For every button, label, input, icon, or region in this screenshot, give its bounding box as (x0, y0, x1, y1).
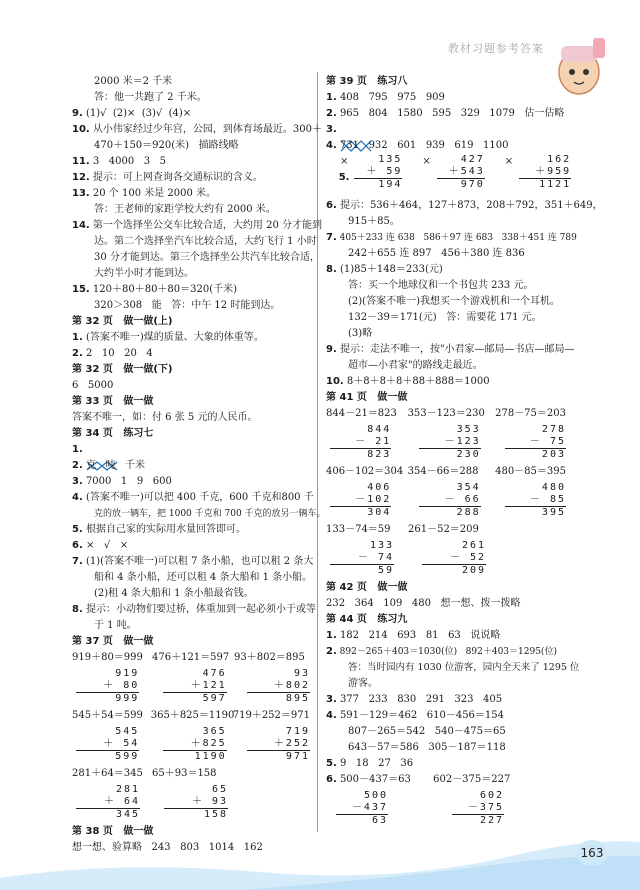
question-number: 12. (72, 172, 90, 183)
vertical-calculation: 476 ＋121 597 (163, 668, 226, 708)
question-number: 5. (72, 524, 83, 535)
question-number: 7. (326, 232, 337, 243)
equation: 545＋54＝599 (72, 710, 143, 721)
question-number: 1. (326, 630, 337, 641)
section-heading: 第 42 页 做一做 (326, 582, 408, 593)
vertical-calc-row (76, 726, 310, 766)
right-column (326, 74, 603, 830)
vertical-calc-row (76, 784, 310, 824)
answer-text: 408 795 975 909 (336, 92, 445, 103)
equation: 919＋80＝999 (72, 652, 143, 663)
vertical-calculation: 500 －437 63 (336, 790, 388, 830)
question-number: 8. (326, 264, 337, 275)
equation: 353－123＝230 (407, 408, 485, 419)
question-number: 5. (338, 172, 350, 183)
vertical-calculation: 261 － 52 209 (422, 540, 486, 580)
question-number: 14. (72, 220, 90, 231)
text-line: 答：王老师的家距学校大约有 2000 米。 (94, 204, 276, 215)
question-number: 3. (326, 694, 337, 705)
text-line: 30 分才能到达。第三个选择坐公共汽车比较合适， (94, 252, 320, 263)
left-column (72, 74, 326, 856)
question-number: 1. (72, 444, 83, 455)
text-line: 答：买一个地球仪和一个书包共 233 元。 (348, 280, 534, 291)
vertical-calc-row (330, 424, 566, 464)
question-number: 10. (326, 376, 344, 387)
vertical-calculation: 719 ＋252 971 (247, 726, 310, 766)
question-number: 6. (72, 540, 83, 551)
equation: 406－102＝304 (326, 466, 404, 477)
answer-text: 20 个 100 米是 2000 米。 (89, 188, 217, 199)
equation: 365＋825＝1190 (150, 710, 235, 721)
vertical-calc-row (330, 540, 566, 580)
text-line: 2000 米＝2 千米 (94, 76, 173, 87)
text-line: 232 364 109 480 想一想、拨一拨略 (326, 598, 521, 609)
equation: 133－74＝59 (326, 524, 391, 535)
text-line: 游客。 (348, 678, 378, 689)
answer-text: 405＋233 连 638 586＋97 连 683 338＋451 连 789 (336, 233, 577, 243)
equation-row (326, 464, 566, 480)
text-line: 答：他一共跑了 2 千米。 (94, 92, 207, 103)
text-line: 320＞308 能 答：中午 12 时能到达。 (94, 300, 281, 311)
vertical-calc-row (330, 482, 566, 522)
answer-text: 377 233 830 291 323 405 (336, 694, 503, 705)
question-number: 10. (72, 124, 90, 135)
vertical-calculation: 93 ＋802 895 (247, 668, 310, 708)
vertical-calculation: 406 －102 304 (330, 482, 391, 522)
question-5 (326, 154, 572, 198)
answer-text: 9 18 27 36 (336, 758, 414, 769)
text-line: 答：当时园内有 1030 位游客，园内全天来了 1295 位 (348, 662, 580, 673)
text-line: 大约半小时才能到达。 (94, 268, 194, 279)
text-line: 达。第二个选择坐汽车比较合适，大约飞行 1 小时 (94, 236, 317, 247)
section-heading: 第 32 页 做一做(上) (72, 316, 173, 327)
vertical-calculation: 844 － 21 823 (330, 424, 391, 464)
text-line: 132－39＝171(元) 答：需要花 171 元。 (348, 312, 542, 323)
answer-text: 提示：小动物们要过桥，体重加到一起必须小于或等 (82, 604, 316, 615)
answer-text: 提示：走法不唯一，按"小君家—邮局—书店—邮局— (336, 344, 575, 355)
text-line: 船和 4 条小船，还可以租 4 条大船和 1 条小船。 (94, 572, 313, 583)
answer-text: 120＋80＋80＋80＝320(千米) (89, 284, 238, 295)
answer-text: 591－129＝462 610－456＝154 (336, 710, 505, 721)
vertical-calculation: 545 ＋ 54 599 (76, 726, 139, 766)
vertical-calculation: 278 － 75 203 (505, 424, 566, 464)
text-line: 470＋150＝920(米) 描路线略 (94, 140, 239, 151)
vertical-calc-row (76, 668, 310, 708)
vertical-calculation: 354 － 66 288 (419, 482, 480, 522)
answer-text: 8＋8＋8＋8＋88＋888＝1000 (343, 376, 490, 387)
equation: 844－21＝823 (326, 408, 397, 419)
question-number: 2. (326, 108, 337, 119)
equation: 354－66＝288 (407, 466, 479, 477)
text-line: 答案不唯一，如：付 6 张 5 元的人民币。 (72, 412, 258, 423)
page-number: 163 (576, 840, 608, 866)
answer-text: (答案不唯一)煤的质量、大象的体重等。 (82, 332, 264, 343)
question-number: 9. (326, 344, 337, 355)
section-heading: 第 32 页 做一做(下) (72, 364, 173, 375)
question-number: 2. (72, 348, 83, 359)
equation-row (326, 406, 566, 422)
column-divider (317, 72, 318, 832)
text-line: (2)(答案不唯一)我想买一个游戏机和一个耳机。 (348, 296, 560, 307)
section-heading: 第 38 页 做一做 (72, 826, 154, 837)
wrong-mark: × (422, 156, 431, 167)
question-number: 9. (72, 108, 83, 119)
vertical-calculation: 135 ＋ 59 194 (354, 154, 402, 191)
vertical-calculation: 281 ＋ 64 345 (76, 784, 140, 824)
question-number: 8. (72, 604, 83, 615)
answer-text: (1)85＋148＝233(元) (336, 264, 443, 275)
question-number: 1. (72, 332, 83, 343)
section-heading: 第 41 页 做一做 (326, 392, 408, 403)
text-line: 643－57＝586 305－187＝118 (348, 742, 506, 753)
answer-text: 第一个选择坐公交车比较合适，大约用 20 分才能到 (89, 220, 322, 231)
equation: 480－85＝395 (495, 466, 566, 477)
vertical-calculation: 919 ＋ 80 999 (76, 668, 139, 708)
equation: 476＋121＝597 (152, 652, 230, 663)
decorative-wave (0, 820, 640, 890)
vertical-calculation: 480 － 85 395 (505, 482, 566, 522)
text-line: 想一想、验算略 243 803 1014 162 (72, 842, 263, 853)
text-line: 242＋655 连 897 456＋380 连 836 (348, 248, 525, 259)
question-number: 4. (326, 140, 337, 151)
question-number: 4. (326, 710, 337, 721)
text-line: 915＋85。 (348, 216, 400, 227)
answer-text: 提示：可上网查询各交通标识的含义。 (89, 172, 263, 183)
question-number: 5. (326, 758, 337, 769)
answer-text: 克 吨 千米 (82, 460, 146, 471)
equation-row (326, 522, 566, 538)
question-number: 15. (72, 284, 90, 295)
section-heading: 第 37 页 做一做 (72, 636, 154, 647)
wrong-mark: × (340, 156, 349, 167)
answer-text: 根据自己家的实际用水量回答即可。 (82, 524, 246, 535)
text-line: 6 5000 (72, 380, 114, 391)
text-line: (3)略 (348, 328, 373, 339)
answer-text: 731 932 601 939 619 1100 (336, 140, 509, 151)
wrong-mark: × (504, 156, 514, 167)
equation: 93＋802＝895 (234, 652, 305, 663)
question-number: 6. (326, 200, 337, 211)
equation: 261－52＝209 (408, 524, 479, 535)
answer-text: 提示：536＋464，127＋873，208＋792，351＋649， (336, 200, 603, 211)
section-heading: 第 33 页 做一做 (72, 396, 154, 407)
question-number: 3. (326, 124, 337, 135)
text-line: 807－265＝542 540－475＝65 (348, 726, 506, 737)
answer-text: 2 10 20 4 (82, 348, 153, 359)
vertical-calculation: 365 ＋825 1190 (163, 726, 226, 766)
vertical-calculation: 162 ＋959 1121 (519, 154, 571, 191)
vertical-calculation: 427 ＋543 970 (437, 154, 485, 191)
text-line: 超市—小君家"的路线走最近。 (348, 360, 483, 371)
section-heading: 第 34 页 练习七 (72, 428, 154, 439)
question-number: 2. (326, 646, 337, 657)
equation: 65＋93＝158 (152, 768, 217, 779)
answer-text: 965 804 1580 595 329 1079 估一估略 (336, 108, 565, 119)
answer-text: (1)√ (2)× (3)√ (4)× (82, 108, 192, 119)
vertical-calculation: 65 ＋ 93 158 (164, 784, 228, 824)
section-heading: 第 44 页 练习九 (326, 614, 408, 625)
question-number: 6. (326, 774, 337, 785)
question-number: 1. (326, 92, 337, 103)
answer-text: 3 4000 3 5 (89, 156, 167, 167)
answer-text: (1)(答案不唯一)可以租 7 条小船，也可以租 2 条大 (82, 556, 314, 567)
question-number: 7. (72, 556, 83, 567)
header-title: 教材习题参考答案 (448, 42, 544, 55)
vertical-calculation: 602 －375 227 (452, 790, 504, 830)
vertical-calculation: 133 － 74 59 (330, 540, 394, 580)
question-number: 11. (72, 156, 90, 167)
answer-text: × √ × (82, 540, 129, 551)
answer-text: 从小伟家经过少年宫，公园，到体育场最近。300＋ (89, 124, 322, 135)
answer-text: (答案不唯一)可以把 400 千克，600 千克和800 千 (82, 492, 314, 503)
equation: 281＋64＝345 (72, 768, 143, 779)
question-number: 4. (72, 492, 83, 503)
text-line: 克的放一辆车，把 1000 千克和 700 千克的放另一辆车。 (94, 509, 326, 519)
question-number: 13. (72, 188, 90, 199)
text-line: (2)租 4 条大船和 1 条小船最省钱。 (94, 588, 254, 599)
section-heading: 第 39 页 练习八 (326, 76, 408, 87)
answer-text: 892－265＋403＝1030(位) 892＋403＝1295(位) (336, 647, 557, 657)
equation-row (72, 766, 310, 782)
equation: 278－75＝203 (495, 408, 566, 419)
question-number: 2. (72, 460, 83, 471)
answer-text: 500－437＝63 602－375＝227 (336, 774, 511, 785)
equation-row (72, 708, 310, 724)
question-number: 3. (72, 476, 83, 487)
equation-row (72, 650, 310, 666)
vertical-calculation: 353 －123 230 (419, 424, 480, 464)
equation: 719＋252＝971 (232, 710, 310, 721)
vertical-calc-row (340, 154, 571, 191)
answer-text: 182 214 693 81 63 说说略 (336, 630, 501, 641)
text-line: 于 1 吨。 (94, 620, 137, 631)
answer-text: 7000 1 9 600 (82, 476, 172, 487)
